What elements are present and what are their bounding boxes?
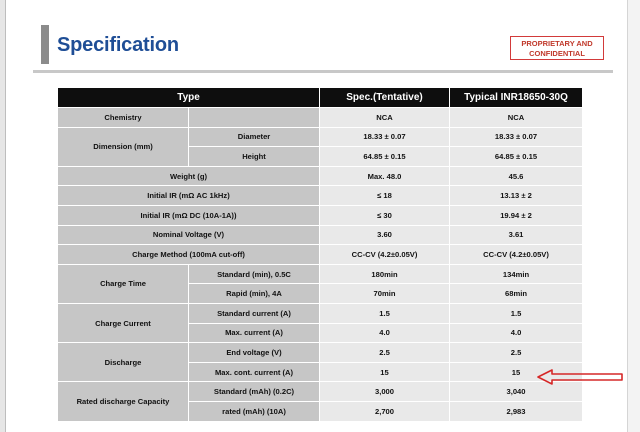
row-sublabel: Standard current (A) [189,303,320,323]
row-label: Initial IR (mΩ DC (10A-1A)) [58,205,320,225]
row-label: Discharge [58,343,189,382]
table-row [58,186,583,206]
page-title: Specification [57,34,179,56]
red-arrow-icon [536,368,626,386]
table-row [58,166,583,186]
typical-value: 3,040 [450,382,583,402]
row-sublabel: Standard (min), 0.5C [189,264,320,284]
table-row [58,127,583,147]
table-row [58,245,583,265]
typical-value: 68min [450,284,583,304]
spec-value: ≤ 30 [320,205,450,225]
table-row [58,225,583,245]
typical-value: 2,983 [450,401,583,421]
table-row [58,264,583,284]
spec-value: Max. 48.0 [320,166,450,186]
typical-value: 18.33 ± 0.07 [450,127,583,147]
typical-value: 45.6 [450,166,583,186]
typical-value: CC-CV (4.2±0.05V) [450,245,583,265]
row-sublabel: Max. cont. current (A) [189,362,320,382]
row-sublabel: rated (mAh) (10A) [189,401,320,421]
typical-value: 15 [450,362,583,382]
typical-value: 134min [450,264,583,284]
spec-value: 3,000 [320,382,450,402]
spec-value: 70min [320,284,450,304]
spec-table [57,87,583,422]
row-sublabel: Diameter [189,127,320,147]
title-accent-bar [41,25,49,64]
spec-value: CC-CV (4.2±0.05V) [320,245,450,265]
window-edge [0,0,6,432]
row-label: Rated discharge Capacity [58,382,189,421]
header-typical: Typical INR18650-30Q [450,88,583,108]
table-row [58,382,583,402]
confidential-notice-line1: PROPRIETARY AND [521,39,593,48]
header-type: Type [58,88,320,108]
typical-value: 2.5 [450,343,583,363]
spec-value: 180min [320,264,450,284]
row-sublabel-empty [189,108,320,128]
row-sublabel: Standard (mAh) (0.2C) [189,382,320,402]
spec-value: 1.5 [320,303,450,323]
typical-value: 4.0 [450,323,583,343]
typical-value: 3.61 [450,225,583,245]
confidential-notice [510,36,604,60]
row-label: Charge Time [58,264,189,303]
table-row [58,303,583,323]
typical-value: 19.94 ± 2 [450,205,583,225]
spec-value: ≤ 18 [320,186,450,206]
row-label: Charge Current [58,303,189,342]
spec-value: 15 [320,362,450,382]
spec-value: NCA [320,108,450,128]
scrollbar-track[interactable] [627,0,640,432]
row-label: Charge Method (100mA cut-off) [58,245,320,265]
table-row [58,343,583,363]
spec-value: 3.60 [320,225,450,245]
row-label: Initial IR (mΩ AC 1kHz) [58,186,320,206]
spec-value: 4.0 [320,323,450,343]
table-header-row [58,88,583,108]
typical-value: 13.13 ± 2 [450,186,583,206]
row-sublabel: Height [189,147,320,167]
row-sublabel: Rapid (min), 4A [189,284,320,304]
spec-value: 2.5 [320,343,450,363]
row-sublabel: Max. current (A) [189,323,320,343]
table-row [58,108,583,128]
title-divider [33,70,613,73]
typical-value: NCA [450,108,583,128]
spec-value: 2,700 [320,401,450,421]
confidential-notice-line2: CONFIDENTIAL [529,49,585,58]
typical-value: 64.85 ± 0.15 [450,147,583,167]
row-sublabel: End voltage (V) [189,343,320,363]
typical-value: 1.5 [450,303,583,323]
row-label: Dimension (mm) [58,127,189,166]
header-spec: Spec.(Tentative) [320,88,450,108]
spec-value: 18.33 ± 0.07 [320,127,450,147]
row-label: Nominal Voltage (V) [58,225,320,245]
row-label: Chemistry [58,108,189,128]
table-row [58,205,583,225]
spec-value: 64.85 ± 0.15 [320,147,450,167]
row-label: Weight (g) [58,166,320,186]
